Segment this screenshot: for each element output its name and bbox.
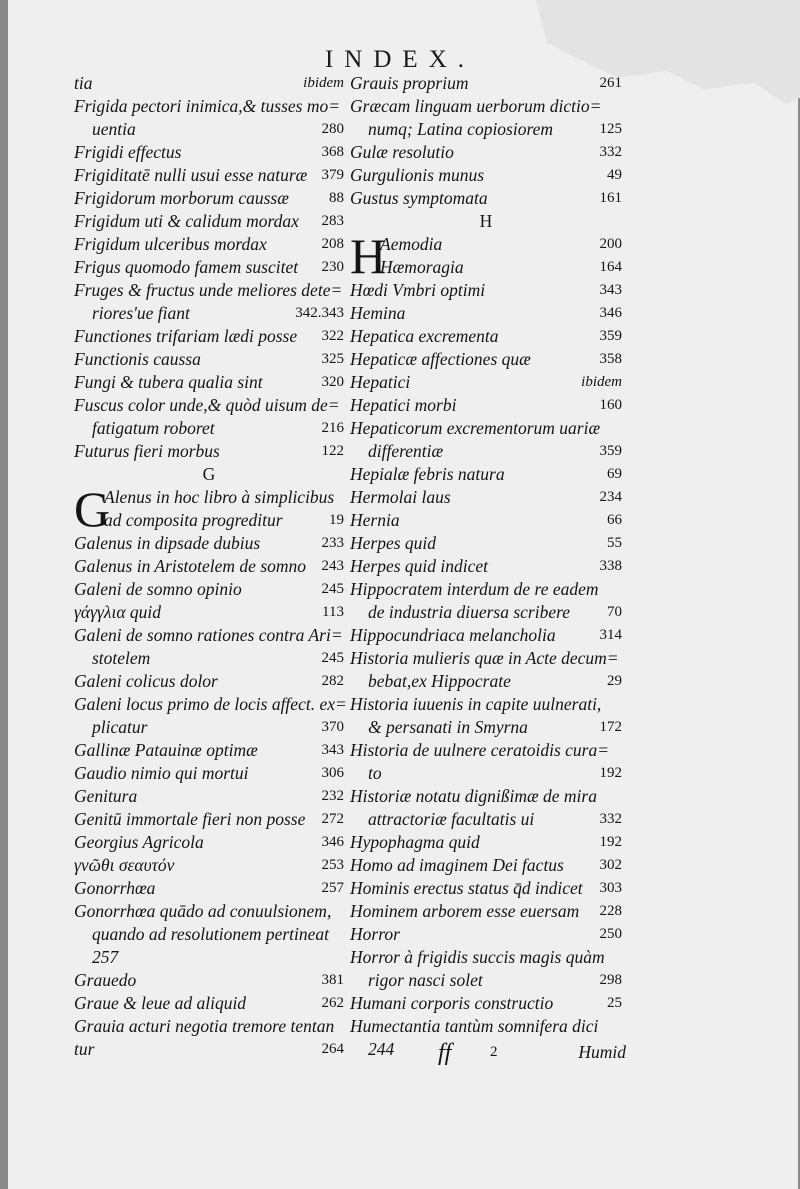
- entry-text: Frigida pectori inimica,& tusses mo=: [74, 96, 341, 116]
- signature-number: 2: [490, 1044, 498, 1060]
- index-entry: [74, 693, 347, 716]
- index-entry: [74, 946, 344, 969]
- drop-capital: G: [74, 481, 111, 537]
- index-column-left: [74, 72, 347, 1061]
- index-entry: [350, 693, 622, 716]
- entry-page-number: 25: [607, 995, 622, 1011]
- entry-text: Hippocratem interdum de re eadem: [350, 579, 599, 599]
- index-entry: [350, 279, 622, 302]
- index-entry: [350, 440, 622, 463]
- index-entry: [350, 95, 622, 118]
- entry-page-number: 346: [599, 305, 622, 321]
- entry-text: Horror à frigidis succis magis quàm: [350, 947, 605, 967]
- entry-text: Gaudio nimio qui mortui: [74, 763, 249, 783]
- entry-page-number: 370: [321, 719, 344, 735]
- entry-text: bebat,ex Hippocrate: [368, 671, 511, 691]
- entry-page-number: 264: [321, 1041, 344, 1057]
- entry-text: Hepialæ febris natura: [350, 464, 505, 484]
- entry-text: differentiæ: [368, 441, 444, 461]
- index-entry: [74, 969, 344, 992]
- index-entry: [74, 762, 344, 785]
- entry-page-number: 343: [599, 282, 622, 298]
- index-entry: [350, 785, 622, 808]
- entry-text: Genitū immortale fieri non posse: [74, 809, 306, 829]
- index-entry: [350, 555, 622, 578]
- entry-page-number: 272: [321, 811, 344, 827]
- page-title: INDEX.: [324, 46, 475, 73]
- entry-text: Georgius Agricola: [74, 832, 204, 852]
- entry-page-number: 250: [599, 926, 622, 942]
- entry-page-number: 228: [599, 903, 622, 919]
- entry-text: Hepaticæ affectiones quæ: [350, 349, 531, 369]
- entry-text: riores'ue fiant: [92, 303, 190, 323]
- entry-page-number: 343: [321, 742, 344, 758]
- index-entry: [350, 762, 622, 785]
- index-entry: [74, 647, 344, 670]
- index-entry: [74, 624, 344, 647]
- entry-page-number: 245: [321, 581, 344, 597]
- entry-text: Homo ad imaginem Dei factus: [350, 855, 564, 875]
- entry-text: Grauia acturi negotia tremore tentan: [74, 1016, 335, 1036]
- entry-text: Gurgulionis munus: [350, 165, 485, 185]
- index-entry: [350, 670, 622, 693]
- index-entry: [350, 417, 622, 440]
- entry-page-number: 55: [607, 535, 622, 551]
- entry-page-number: 322: [321, 328, 344, 344]
- entry-page-number: 338: [599, 558, 622, 574]
- index-entry: [350, 371, 622, 394]
- entry-text: γνῶθι σεαυτόν: [74, 855, 175, 875]
- index-entry: [350, 739, 622, 762]
- entry-page-number: 164: [599, 259, 622, 275]
- entry-text: de industria diuersa scribere: [368, 602, 571, 622]
- entry-text: Hepatici: [350, 372, 411, 392]
- entry-text: Graue & leue ad aliquid: [74, 993, 247, 1013]
- index-entry: [74, 164, 344, 187]
- entry-text: γάγγλια quid: [74, 602, 161, 622]
- index-entry: [74, 670, 344, 693]
- entry-text: Galeni de somno opinio: [74, 579, 242, 599]
- index-entry: [74, 256, 344, 279]
- entry-text: Hepatici morbi: [350, 395, 457, 415]
- entry-page-number: 208: [321, 236, 344, 252]
- entry-page-number: 283: [321, 213, 344, 229]
- entry-text: Frigidi effectus: [74, 142, 182, 162]
- entry-text: Galeni locus primo de locis affect. ex=: [74, 694, 347, 714]
- index-entry: [74, 1038, 344, 1061]
- entry-text: Hemina: [350, 303, 406, 323]
- entry-text: Historiæ notatu dignißimæ de mira: [350, 786, 597, 806]
- entry-page-number: 234: [599, 489, 622, 505]
- entry-page-number: 368: [321, 144, 344, 160]
- index-entry: [74, 72, 344, 95]
- entry-text: quando ad resolutionem pertineat: [92, 924, 330, 944]
- entry-page-number: ibidem: [581, 374, 622, 390]
- entry-text: Fruges & fructus unde meliores dete=: [74, 280, 343, 300]
- entry-page-number: 66: [607, 512, 622, 528]
- entry-page-number: 29: [607, 673, 622, 689]
- entry-page-number: 332: [599, 144, 622, 160]
- entry-text: tia: [74, 73, 93, 93]
- entry-text: numq; Latina copiosiorem: [368, 119, 554, 139]
- entry-text: Hominem arborem esse euersam: [350, 901, 580, 921]
- index-entry: [350, 325, 622, 348]
- index-entry: [350, 877, 622, 900]
- entry-text: Græcam linguam uerborum dictio=: [350, 96, 602, 116]
- entry-page-number: 70: [607, 604, 622, 620]
- entry-text: Hepatica excrementa: [350, 326, 499, 346]
- index-entry: [350, 509, 622, 532]
- entry-text: Hypophagma quid: [350, 832, 480, 852]
- index-entry: [350, 808, 622, 831]
- index-entry: [74, 555, 344, 578]
- entry-text-continued: ad composita progreditur: [104, 510, 283, 530]
- entry-page-number: 172: [599, 719, 622, 735]
- index-entry: [74, 440, 344, 463]
- index-entry: [350, 854, 622, 877]
- index-entry: [350, 946, 622, 969]
- entry-text: Galenus in dipsade dubius: [74, 533, 261, 553]
- entry-text: Alenus in hoc libro à simplicibus: [104, 487, 335, 507]
- entry-page-number: 282: [321, 673, 344, 689]
- section-letter: [74, 463, 344, 486]
- entry-page-number: 359: [599, 328, 622, 344]
- index-entry: [74, 394, 344, 417]
- entry-text: Historia mulieris quæ in Acte decum=: [350, 648, 619, 668]
- entry-text: Galeni colicus dolor: [74, 671, 218, 691]
- index-entry: [350, 348, 622, 371]
- entry-page-number: 122: [321, 443, 344, 459]
- index-entry: [350, 486, 622, 509]
- entry-text: Herpes quid: [350, 533, 437, 553]
- entry-page-number: 358: [599, 351, 622, 367]
- index-entry: [74, 302, 344, 325]
- entry-text: 244: [368, 1039, 395, 1059]
- entry-page-number: ibidem: [303, 75, 344, 91]
- entry-page-number: 125: [599, 121, 622, 137]
- entry-page-number: 303: [599, 880, 622, 896]
- entry-page-number: 262: [321, 995, 344, 1011]
- entry-text: Historia iuuenis in capite uulnerati,: [350, 694, 602, 714]
- index-entry: [74, 532, 344, 555]
- index-entry: [74, 900, 344, 923]
- entry-text: Genitura: [74, 786, 138, 806]
- entry-page-number: 298: [599, 972, 622, 988]
- entry-page-number: 230: [321, 259, 344, 275]
- entry-page-number: 342.343: [295, 305, 344, 321]
- entry-text: Herpes quid indicet: [350, 556, 489, 576]
- index-entry: [350, 923, 622, 946]
- entry-text: H: [479, 211, 493, 231]
- entry-text: Gallinæ Patauinæ optimæ: [74, 740, 258, 760]
- entry-page-number: 19: [329, 512, 344, 528]
- index-entry: [350, 72, 622, 95]
- entry-text: Gustus symptomata: [350, 188, 488, 208]
- index-entry: [350, 624, 622, 647]
- entry-text: Futurus fieri morbus: [74, 441, 220, 461]
- entry-text-continued: Hæmoragia: [380, 257, 464, 277]
- entry-page-number: 280: [321, 121, 344, 137]
- entry-text: uentia: [92, 119, 136, 139]
- entry-text: fatigatum roboret: [92, 418, 215, 438]
- index-entry: [74, 831, 344, 854]
- index-entry: [350, 578, 622, 601]
- entry-text: Hippocundriaca melancholia: [350, 625, 556, 645]
- index-entry: [350, 187, 622, 210]
- index-entry-dropcap: [350, 228, 622, 284]
- entry-page-number: 325: [321, 351, 344, 367]
- index-entry: [350, 601, 622, 624]
- page-footer: [350, 1040, 626, 1070]
- index-entry: [350, 992, 622, 1015]
- index-entry: [74, 95, 344, 118]
- entry-text: Functiones trifariam lædi posse: [74, 326, 298, 346]
- entry-text: & persanati in Smyrna: [368, 717, 528, 737]
- index-entry: [74, 371, 344, 394]
- entry-page-number: 332: [599, 811, 622, 827]
- entry-page-number: 233: [321, 535, 344, 551]
- entry-text: Grauis proprium: [350, 73, 469, 93]
- index-entry: [350, 1015, 622, 1038]
- entry-page-number: 200: [599, 236, 622, 252]
- entry-text: Galeni de somno rationes contra Ari=: [74, 625, 343, 645]
- index-entry: [74, 923, 344, 946]
- index-entry: [74, 141, 344, 164]
- entry-page-number: 192: [599, 765, 622, 781]
- entry-text: Galenus in Aristotelem de somno: [74, 556, 307, 576]
- entry-text: Frigidum uti & calidum mordax: [74, 211, 299, 231]
- entry-text: Gulæ resolutio: [350, 142, 454, 162]
- entry-page-number: 379: [321, 167, 344, 183]
- index-entry: [350, 463, 622, 486]
- index-entry: [350, 532, 622, 555]
- index-entry: [350, 969, 622, 992]
- index-entry: [350, 394, 622, 417]
- index-entry: [74, 601, 344, 624]
- index-entry: [74, 417, 344, 440]
- entry-page-number: 302: [599, 857, 622, 873]
- entry-text: Gonorrhœa: [74, 878, 156, 898]
- entry-text: rigor nasci solet: [368, 970, 483, 990]
- index-entry: [350, 647, 622, 670]
- catchword: Humid: [578, 1042, 626, 1062]
- drop-capital: H: [350, 228, 387, 284]
- entry-text: Humani corporis constructio: [350, 993, 554, 1013]
- entry-page-number: 216: [321, 420, 344, 436]
- index-entry: [350, 900, 622, 923]
- entry-page-number: 69: [607, 466, 622, 482]
- index-entry: [74, 578, 344, 601]
- index-entry: [74, 992, 344, 1015]
- entry-text: Hœdi Vmbri optimi: [350, 280, 486, 300]
- entry-page-number: 359: [599, 443, 622, 459]
- entry-text: Frigus quomodo famem suscitet: [74, 257, 299, 277]
- entry-text: Frigidum ulceribus mordax: [74, 234, 267, 254]
- entry-page-number: 346: [321, 834, 344, 850]
- entry-page-number: 314: [599, 627, 622, 643]
- entry-page-number: 49: [607, 167, 622, 183]
- entry-text: Fungi & tubera qualia sint: [74, 372, 263, 392]
- entry-page-number: 253: [321, 857, 344, 873]
- entry-text: Grauedo: [74, 970, 137, 990]
- index-entry: [74, 739, 344, 762]
- entry-page-number: 381: [321, 972, 344, 988]
- entry-text: G: [202, 464, 216, 484]
- signature-mark: ff: [438, 1040, 452, 1066]
- entry-text: stotelem: [92, 648, 151, 668]
- index-entry: [74, 325, 344, 348]
- entry-page-number: 245: [321, 650, 344, 666]
- entry-page-number: 113: [322, 604, 344, 620]
- index-entry: [350, 141, 622, 164]
- entry-page-number: 243: [321, 558, 344, 574]
- entry-text: Fuscus color unde,& quòd uisum de=: [74, 395, 340, 415]
- entry-text: Frigiditatē nulli usui esse naturæ: [74, 165, 308, 185]
- entry-text: Hepaticorum excrementorum uariæ: [350, 418, 601, 438]
- index-entry: [74, 187, 344, 210]
- entry-text: Hernia: [350, 510, 400, 530]
- index-entry: [350, 302, 622, 325]
- entry-text: Horror: [350, 924, 400, 944]
- entry-text: Gonorrhœa quādo ad conuulsionem,: [74, 901, 332, 921]
- entry-page-number: 161: [599, 190, 622, 206]
- index-entry: [74, 854, 344, 877]
- entry-page-number: 88: [329, 190, 344, 206]
- index-entry: [74, 118, 344, 141]
- entry-text: Aemodia: [380, 234, 443, 254]
- entry-page-number: 306: [321, 765, 344, 781]
- index-entry: [350, 118, 622, 141]
- index-entry: [350, 716, 622, 739]
- entry-page-number: 320: [321, 374, 344, 390]
- index-entry: [74, 785, 344, 808]
- entry-page-number: 257: [321, 880, 344, 896]
- index-column-right: [350, 72, 622, 1061]
- index-entry: [74, 233, 344, 256]
- section-letter: [350, 210, 622, 233]
- entry-text: 257: [92, 947, 119, 967]
- index-entry: [74, 1015, 344, 1038]
- entry-page-number: 261: [599, 75, 622, 91]
- entry-text: attractoriæ facultatis ui: [368, 809, 535, 829]
- entry-text: Hominis erectus status q̄d indicet: [350, 878, 583, 898]
- entry-text: to: [368, 763, 382, 783]
- entry-page-number: 232: [321, 788, 344, 804]
- index-entry: [74, 808, 344, 831]
- entry-text: Frigidorum morborum caussæ: [74, 188, 289, 208]
- index-entry: [74, 716, 344, 739]
- entry-text: Hermolai laus: [350, 487, 451, 507]
- entry-text: Functionis caussa: [74, 349, 201, 369]
- entry-page-number: 192: [599, 834, 622, 850]
- entry-text: Humectantia tantùm somnifera dici: [350, 1016, 599, 1036]
- index-entry: [74, 279, 344, 302]
- index-entry: [74, 877, 344, 900]
- index-entry: [350, 831, 622, 854]
- index-entry: [74, 348, 344, 371]
- entry-page-number: 160: [599, 397, 622, 413]
- entry-text: tur: [74, 1039, 95, 1059]
- index-entry: [74, 210, 344, 233]
- index-entry: [350, 164, 622, 187]
- entry-text: Historia de uulnere ceratoidis cura=: [350, 740, 610, 760]
- index-entry-dropcap: [74, 481, 344, 537]
- entry-text: plicatur: [92, 717, 148, 737]
